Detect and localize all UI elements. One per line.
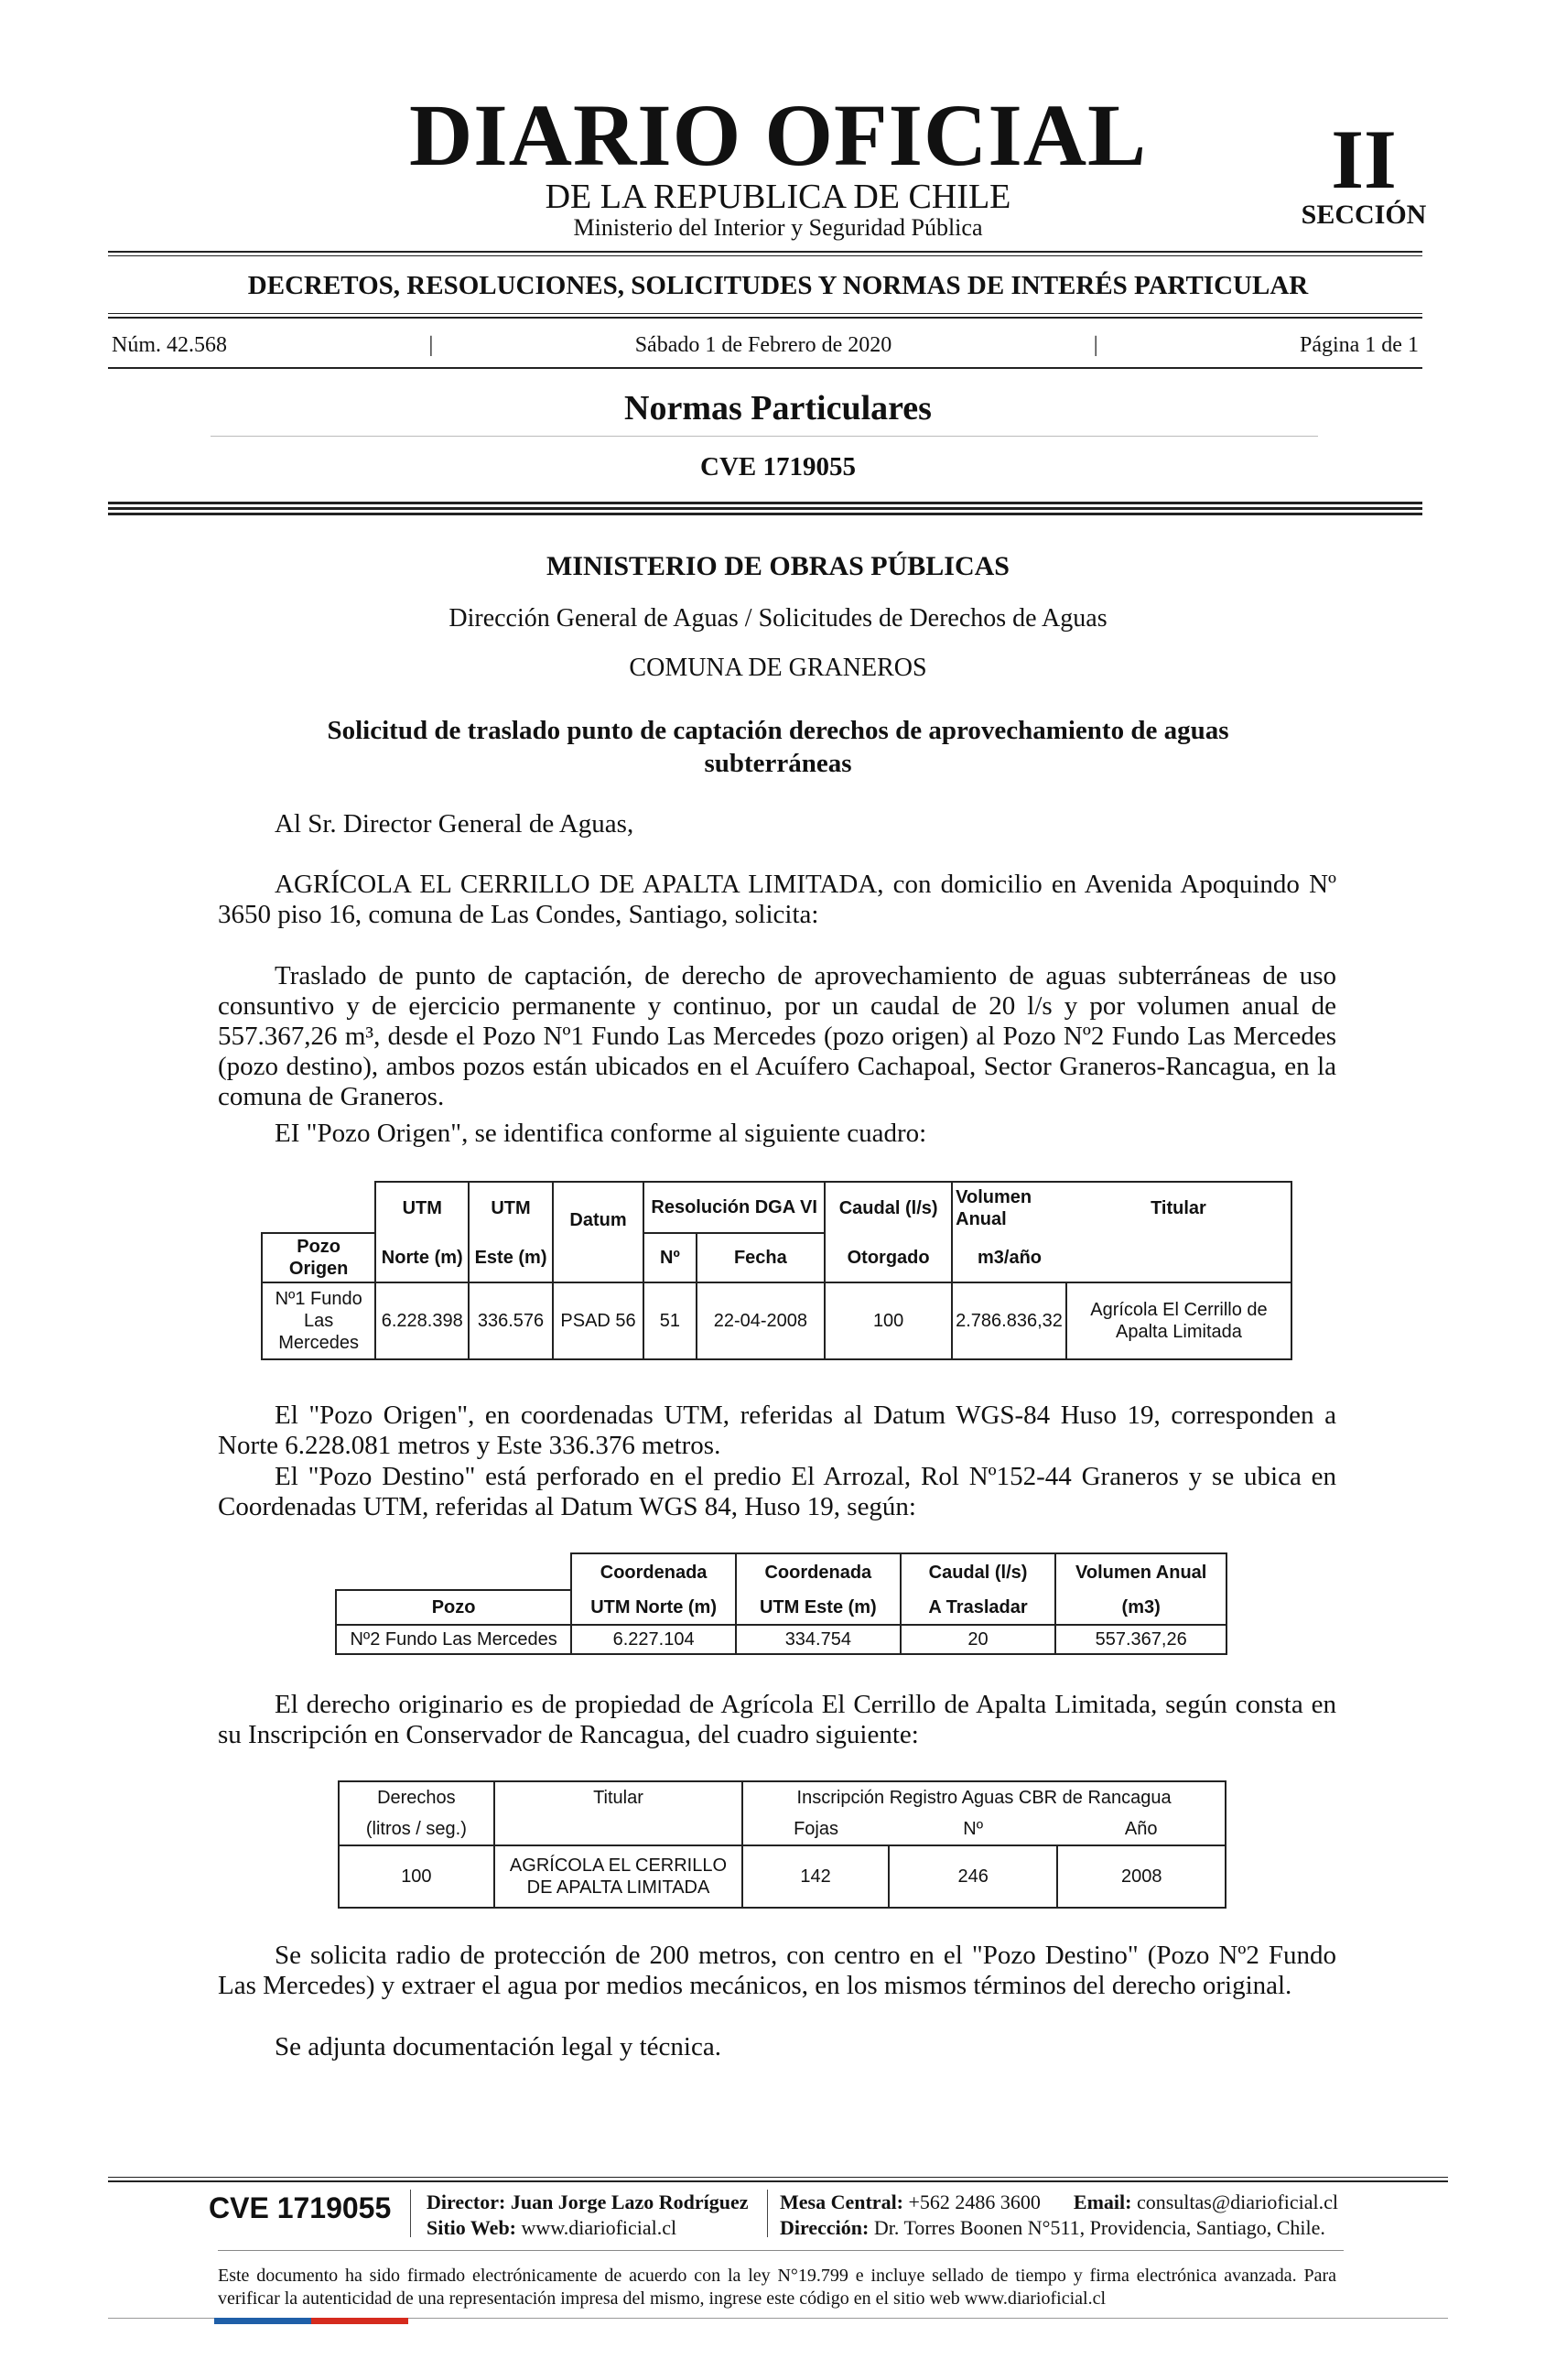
header-m3: (m3)	[1055, 1590, 1226, 1625]
header-east-m: Este (m)	[469, 1233, 553, 1282]
footer-right-column	[780, 2190, 1338, 2241]
category-title: Normas Particulares	[624, 389, 932, 427]
footer-rule-top	[108, 2177, 1448, 2178]
header-coord-east: Coordenada	[736, 1553, 901, 1590]
header-res-number: Nº	[643, 1233, 696, 1282]
commune-line: COMUNA DE GRANEROS	[629, 654, 927, 682]
flag-bar-blue	[214, 2318, 311, 2324]
cve-rule-1	[108, 502, 1422, 504]
paragraph-origin-intro: EI "Pozo Origen", se identifica conforme al siguiente cuadro:	[275, 1119, 927, 1148]
cell-volume: 557.367,26	[1055, 1625, 1226, 1654]
cell-volume: 2.786.836,32	[952, 1282, 1066, 1359]
footer-rule-mid	[218, 2250, 1344, 2251]
paragraph-protection: Se solicita radio de protección de 200 metros, con centro en el "Pozo Destino" (Pozo Nº2 Fundo Las Mercedes) y extraer el agua por medios mecánicos, en los mismos términos del derecho original.	[218, 1941, 1336, 2000]
header-utm-east: UTM	[469, 1182, 553, 1233]
header-volume: Volumen Anual	[952, 1182, 1066, 1233]
cell-north: 6.228.398	[375, 1282, 469, 1359]
header-registry: Inscripción Registro Aguas CBR de Rancagua	[742, 1781, 1226, 1812]
cell-year: 2008	[1057, 1845, 1226, 1908]
header-utm-north: UTM Norte (m)	[571, 1590, 736, 1625]
address-text: Dr. Torres Boonen N°511, Providencia, Santiago, Chile.	[873, 2216, 1325, 2239]
footer-rule-top-2	[108, 2180, 1448, 2182]
cell-number: 246	[889, 1845, 1058, 1908]
header-coord-north: Coordenada	[571, 1553, 736, 1590]
cve-code: CVE 1719055	[700, 452, 856, 481]
header-well: Pozo	[336, 1590, 571, 1625]
registry-table	[338, 1780, 1226, 1909]
request-title: Solicitud de traslado punto de captación derechos de aprovechamiento de aguas subterráneas	[327, 716, 1229, 778]
header-resolution: Resolución DGA VI	[643, 1182, 825, 1233]
header-rights: Derechos	[339, 1781, 494, 1812]
paragraph-destination: El "Pozo Destino" está perforado en el predio El Arrozal, Rol Nº152-44 Graneros y se ubica en Coordenadas UTM, referidas al Datum WGS 84, Huso 19, según:	[218, 1462, 1336, 1521]
header-flow: Caudal (l/s)	[825, 1182, 952, 1233]
cell-datum: PSAD 56	[553, 1282, 643, 1359]
section-band: DECRETOS, RESOLUCIONES, SOLICITUDES Y NORMAS DE INTERÉS PARTICULAR	[247, 271, 1309, 300]
header-to-transfer: A Trasladar	[901, 1590, 1056, 1625]
section-number: II	[1331, 113, 1397, 206]
cell-res-date: 22-04-2008	[697, 1282, 826, 1359]
cell-origin-well: Nº1 Fundo Las Mercedes	[262, 1282, 375, 1359]
issue-number: Núm. 42.568	[112, 333, 227, 357]
cell-flow: 100	[825, 1282, 952, 1359]
director-name: Juan Jorge Lazo Rodríguez	[510, 2191, 749, 2213]
cell-east: 336.576	[469, 1282, 553, 1359]
header-owner: Titular	[1066, 1182, 1291, 1233]
header-volume: Volumen Anual	[1055, 1553, 1226, 1590]
web-link[interactable]: www.diarioficial.cl	[521, 2216, 677, 2239]
cell-east: 334.754	[736, 1625, 901, 1654]
republic-subtitle: DE LA REPUBLICA DE CHILE	[545, 178, 1011, 216]
ministry-subtitle: Ministerio del Interior y Seguridad Pública	[573, 214, 983, 241]
band-rule-bottom	[108, 317, 1422, 319]
cell-flow: 20	[901, 1625, 1056, 1654]
paragraph-origin-coords: El "Pozo Origen", en coordenadas UTM, referidas al Datum WGS-84 Huso 19, corresponden a Norte 6.228.081 metros y Este 336.376 metros.	[218, 1401, 1336, 1460]
masthead-title: DIARIO OFICIAL	[408, 86, 1148, 184]
cell-north: 6.227.104	[571, 1625, 736, 1654]
header-year: Año	[1057, 1812, 1226, 1845]
issue-separator: |	[428, 333, 434, 357]
cell-fojas: 142	[742, 1845, 889, 1908]
mesa-phone: +562 2486 3600	[908, 2191, 1041, 2213]
cve-rule-2	[108, 507, 1422, 510]
footer-cve: CVE 1719055	[209, 2191, 392, 2224]
cell-well: Nº2 Fundo Las Mercedes	[336, 1625, 571, 1654]
signature-note: Este documento ha sido firmado electrónicamente de acuerdo con la ley N°19.799 e incluye sellado de tiempo y firma electrónica avanzada. Para verificar la autenticidad de una representación impresa del mismo, ingrese este código en el sitio web www.diarioficial.cl	[218, 2266, 1336, 2309]
mesa-label: Mesa Central:	[780, 2191, 904, 2213]
directorate-line: Dirección General de Aguas / Solicitudes de Derechos de Aguas	[448, 604, 1108, 633]
flag-bar-red	[311, 2318, 408, 2324]
origin-well-table	[261, 1181, 1292, 1360]
header-liters: (litros / seg.)	[339, 1812, 494, 1845]
footer-separator	[410, 2190, 411, 2237]
paragraph-ownership: El derecho originario es de propiedad de Agrícola El Cerrillo de Apalta Limitada, según consta en su Inscripción en Conservador de Rancagua, del cuadro siguiente:	[218, 1690, 1336, 1749]
category-rule	[211, 436, 1318, 437]
header-north-m: Norte (m)	[375, 1233, 469, 1282]
header-flow: Caudal (l/s)	[901, 1553, 1056, 1590]
cell-owner: Agrícola El Cerrillo de Apalta Limitada	[1066, 1282, 1291, 1359]
web-label: Sitio Web:	[427, 2216, 517, 2239]
issue-line	[112, 333, 1419, 358]
header-rule-top-thin	[108, 255, 1422, 256]
header-datum: Datum	[553, 1182, 643, 1233]
destination-well-table	[335, 1552, 1227, 1655]
header-m3-year: m3/año	[952, 1233, 1066, 1282]
issue-separator: |	[1093, 333, 1098, 357]
director-label: Director:	[427, 2191, 506, 2213]
header-res-date: Fecha	[697, 1233, 826, 1282]
email-link[interactable]: consultas@diarioficial.cl	[1136, 2191, 1338, 2213]
page-indicator: Página 1 de 1	[1299, 333, 1419, 357]
cve-rule-3	[108, 513, 1422, 515]
header-owner: Titular	[494, 1781, 742, 1812]
header-granted: Otorgado	[825, 1233, 952, 1282]
header-number: Nº	[889, 1812, 1058, 1845]
paragraph-transfer: Traslado de punto de captación, de derecho de aprovechamiento de aguas subterráneas de uso consuntivo y de ejercicio permanente y continuo, por un caudal de 20 l/s y por volumen anual de 557.367,26 m³, desde el Pozo Nº1 Fundo Las Mercedes (pozo origen) al Pozo Nº2 Fundo Las Mercedes (pozo destino), ambos pozos están ubicados en el Acuífero Cachapoal, Sector Graneros-Rancagua, en la comuna de Graneros.	[218, 961, 1336, 1111]
paragraph-applicant: AGRÍCOLA EL CERRILLO DE APALTA LIMITADA, con domicilio en Avenida Apoquindo Nº 3650 piso 16, comuna de Las Condes, Santiago, solicita:	[218, 870, 1336, 929]
email-label: Email:	[1073, 2191, 1132, 2213]
band-rule-top	[108, 313, 1422, 314]
paragraph-attachment: Se adjunta documentación legal y técnica.	[275, 2032, 721, 2061]
header-utm-north: UTM	[375, 1182, 469, 1233]
cell-rights: 100	[339, 1845, 494, 1908]
issue-rule	[108, 367, 1422, 369]
header-rule-top	[108, 251, 1422, 253]
cell-res-number: 51	[643, 1282, 696, 1359]
issue-date: Sábado 1 de Febrero de 2020	[634, 333, 892, 357]
footer-left-column	[427, 2190, 749, 2241]
address-label: Dirección:	[780, 2216, 870, 2239]
cell-owner: AGRÍCOLA EL CERRILLO DE APALTA LIMITADA	[494, 1845, 742, 1908]
header-utm-east: UTM Este (m)	[736, 1590, 901, 1625]
footer-separator	[767, 2190, 768, 2237]
section-label: SECCIÓN	[1301, 200, 1427, 230]
header-fojas: Fojas	[742, 1812, 889, 1845]
header-origin-well: Pozo Origen	[262, 1233, 375, 1282]
ministry-heading: MINISTERIO DE OBRAS PÚBLICAS	[546, 551, 1010, 581]
salutation: Al Sr. Director General de Aguas,	[275, 809, 634, 838]
